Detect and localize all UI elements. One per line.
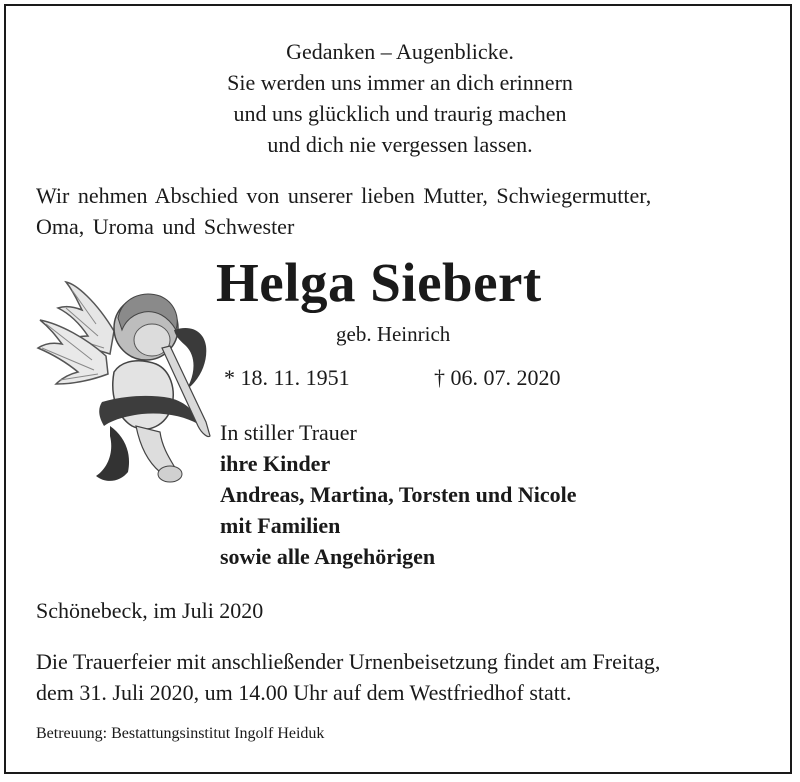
service-line: dem 31. Juli 2020, um 14.00 Uhr auf dem Westfriedhof statt.: [36, 680, 572, 705]
mourning-line: In stiller Trauer: [220, 420, 357, 445]
intro-line: Oma, Uroma und Schwester: [36, 214, 295, 239]
service-line: Die Trauerfeier mit anschließender Urnenbeisetzung findet am Freitag,: [36, 649, 661, 674]
maiden-name: geb. Heinrich: [336, 322, 451, 346]
death-date: † 06. 07. 2020: [434, 365, 561, 390]
funeral-home-credit: Betreuung: Bestattungsinstitut Ingolf Heiduk: [36, 725, 325, 742]
funeral-service-info: [36, 646, 660, 708]
poem-line: Gedanken – Augenblicke.: [286, 39, 514, 64]
deceased-name: Helga Siebert: [216, 252, 542, 313]
intro-line: Wir nehmen Abschied von unserer lieben Mutter, Schwiegermutter,: [36, 183, 652, 208]
mourners-block: [220, 417, 577, 572]
mourners-names: Andreas, Martina, Torsten und Nicole: [220, 482, 577, 507]
farewell-intro: [36, 180, 651, 242]
birth-date: * 18. 11. 1951: [224, 365, 350, 390]
angel-with-trumpet-icon: [36, 276, 211, 491]
poem-line: Sie werden uns immer an dich erinnern: [227, 70, 573, 95]
mourning-line: mit Familien: [220, 513, 341, 538]
place-date: Schönebeck, im Juli 2020: [36, 598, 264, 623]
poem-line: und dich nie vergessen lassen.: [267, 132, 533, 157]
mourning-line: ihre Kinder: [220, 451, 331, 476]
poem: [6, 36, 794, 160]
mourning-line: sowie alle Angehörigen: [220, 544, 436, 569]
obituary-notice: [4, 4, 792, 774]
poem-line: und uns glücklich und traurig machen: [233, 101, 567, 126]
